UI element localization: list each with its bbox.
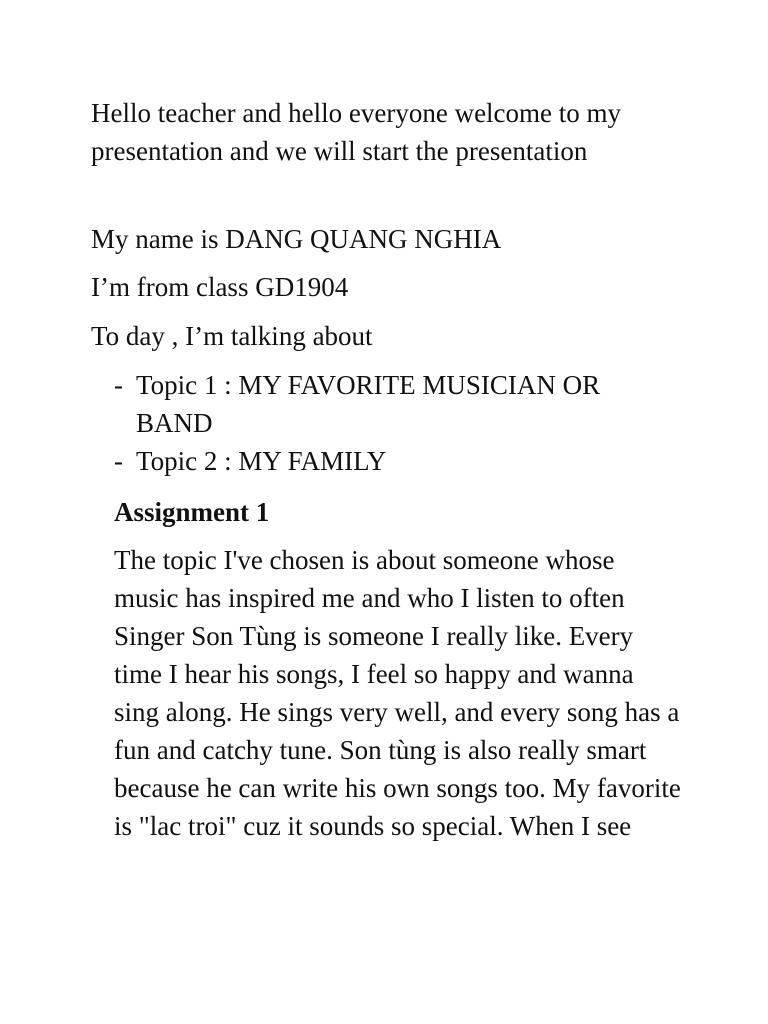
topic-list <box>91 366 691 480</box>
class-line: I’m from class GD1904 <box>91 272 349 302</box>
topic-text: Topic 2 : MY FAMILY <box>136 446 387 476</box>
dash-bullet: - <box>114 370 123 400</box>
intro-paragraph: Hello teacher and hello everyone welcome to my presentation and we will start the presentation <box>91 98 622 166</box>
list-item <box>91 442 676 480</box>
assignment-body: The topic I've chosen is about someone whose music has inspired me and who I listen to often Singer Son Tùng is someone I really like. Every time I hear his songs, I feel so happy and wanna sing along. He sings very well, and every song has a fun and catchy tune. Son tùng is also really smart because he can write his own songs too. My favorite is "lac troi" cuz it sounds so special. When I see <box>114 545 681 841</box>
assignment-heading: Assignment 1 <box>114 497 270 527</box>
list-item <box>91 366 676 442</box>
name-line: My name is DANG QUANG NGHIA <box>91 224 502 254</box>
today-line: To day , I’m talking about <box>91 321 373 351</box>
topic-text: Topic 1 : MY FAVORITE MUSICIAN OR BAND <box>136 370 601 438</box>
dash-bullet: - <box>114 446 123 476</box>
